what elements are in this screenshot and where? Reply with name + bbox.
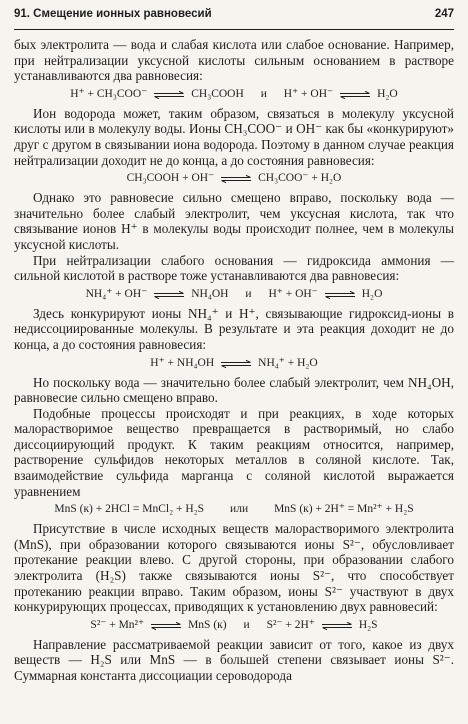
paragraph: Ион водорода может, таким образом, связаться в молекулу уксусной кислоты или в молекулу воды. Ионы CH₃COO⁻ и OH⁻ как бы «конкурируют» друг с другом в связывании иона водорода. Поэтому в данном случае реакция нейтрализации доходит не до конца, а до состояния равновесия: (14, 105, 454, 168)
paragraph: Присутствие в числе исходных веществ малорастворимого электролита (MnS), при образовании которого связываются ионы S²⁻, обусловливает протекание реакции влево. С другой стороны, при образовании слабого электролита (H₂S) также связываются ионы S²⁻, что способствует протеканию реакции вправо. Таким образом, ионы S²⁻ участвуют в двух конкурирующих процессах, приводящих к установлению двух равновесий: (14, 521, 454, 615)
equation-left: H⁺ + CH₃COO⁻ (70, 87, 148, 100)
equation (14, 84, 454, 106)
paragraph: Подобные процессы происходят и при реакциях, в ходе которых малорастворимое вещество превращается в растворимый, но слабо диссоциирующий продукт. К таким реакциям относится, например, растворение сульфидов некоторых металлов в соляной кислоте. Так, взаимодействие сульфида марганца с соляной кислотой выражается уравнением (14, 405, 454, 499)
equation (14, 499, 454, 521)
paragraph: При нейтрализации слабого основания — гидроксида аммония — сильной кислотой в растворе тоже устанавливаются два равновесия: (14, 252, 454, 284)
paragraph: Здесь конкурируют ионы NH₄⁺ и H⁺, связывающие гидроксид-ионы в недиссоциированные молекулы. В результате и эта реакция доходит не до конца, а до состояния равновесия: (14, 305, 454, 352)
equilibrium-arrow-icon (339, 91, 371, 99)
equation-left: NH₄⁺ + OH⁻ (85, 287, 148, 300)
equation-right: MnS (к) (188, 619, 227, 632)
equation-left: S²⁻ + 2H⁺ (266, 619, 315, 632)
equilibrium-arrow-icon (153, 91, 185, 99)
paragraph: Однако это равновесие сильно смещено вправо, поскольку вода — значительно более слабый электролит, чем уксусная кислота, так что связывание ионов H⁺ в молекулы воды происходит полнее, чем в молекулы уксусной кислоты. (14, 190, 454, 252)
equation-right: CH₃COO⁻ + H₂O (258, 172, 342, 185)
equilibrium-arrow-icon (321, 622, 353, 630)
equilibrium-arrow-icon (220, 360, 252, 368)
equation (14, 168, 454, 190)
section-title: 91. Смещение ионных равновесий (14, 8, 212, 20)
equation-separator: или (230, 503, 249, 516)
equation-left: H⁺ + OH⁻ (283, 87, 334, 100)
equation-right: H₂O (377, 87, 398, 100)
equation-left: S²⁻ + Mn²⁺ (90, 619, 145, 632)
equation (14, 615, 454, 637)
equation-separator: и (243, 619, 250, 632)
equilibrium-arrow-icon (324, 291, 356, 299)
paragraph: бых электролита — вода и слабая кислота или слабое основание. Например, при нейтрализации уксусной кислоты сильным основанием в растворе устанавливаются два равновесия: (14, 37, 454, 84)
page-number: 247 (434, 8, 454, 20)
equation-separator: и (260, 87, 267, 100)
equation-right: MnS (к) + 2H⁺ = Mn²⁺ + H₂S (274, 503, 414, 516)
page-header (14, 5, 454, 30)
paragraph: Направление рассматриваемой реакции зависит от того, какое из двух веществ — H₂S или MnS — в большей степени связывает ионы S²⁻. Суммарная константа диссоциации сероводорода (14, 636, 454, 683)
equation (14, 353, 454, 375)
equation-right: CH₃COOH (191, 87, 244, 100)
equation (14, 284, 454, 306)
equation-left: MnS (к) + 2HCl = MnCl₂ + H₂S (54, 503, 205, 516)
equation-right: H₂S (358, 619, 378, 632)
equilibrium-arrow-icon (150, 622, 182, 630)
equilibrium-arrow-icon (220, 175, 252, 183)
page-body (14, 37, 454, 684)
equation-right: NH₄⁺ + H₂O (258, 356, 318, 369)
equation-right: NH₄OH (191, 287, 229, 300)
equation-left: CH₃COOH + OH⁻ (126, 172, 215, 185)
equilibrium-arrow-icon (153, 291, 185, 299)
equation-right: H₂O (361, 287, 383, 300)
equation-left: H⁺ + NH₄OH (150, 356, 215, 369)
equation-left: H⁺ + OH⁻ (268, 287, 318, 300)
equation-separator: и (245, 287, 252, 300)
paragraph: Но поскольку вода — значительно более слабый электролит, чем NH₄OH, равновесие сильно смещено вправо. (14, 374, 454, 406)
